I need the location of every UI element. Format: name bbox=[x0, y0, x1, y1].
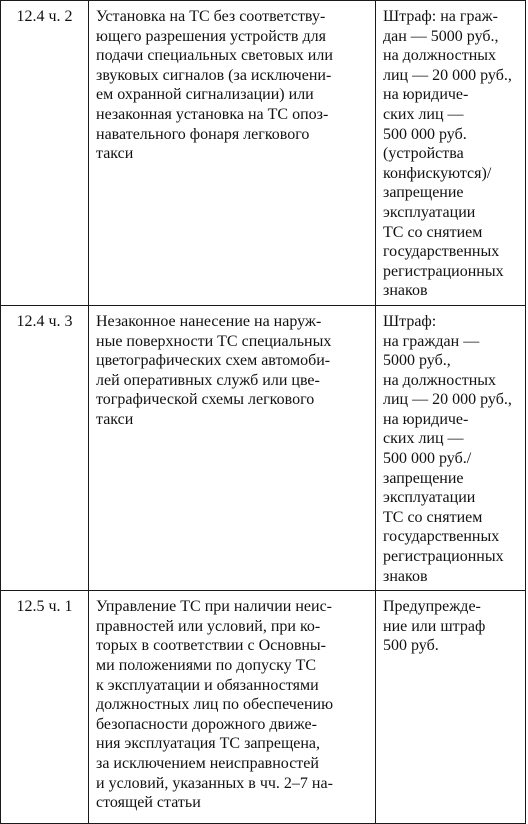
description-cell: Незаконное нанесение на наруж- ные поверхности ТС специальных цветографических схем автомоби- лей оперативных служб или цве- тографической схемы легкового такси bbox=[89, 305, 376, 590]
article-cell: 12.4 ч. 2 bbox=[1, 1, 89, 306]
description-cell: Установка на ТС без соответству- ющего разрешения устройств для подачи специальных световых или звуковых сигналов (за исключени- ем охранной сигнализации) или незаконная установка на ТС опоз- навательного фонаря легкового такси bbox=[89, 1, 376, 306]
article-cell: 12.5 ч. 1 bbox=[1, 591, 89, 824]
table-row bbox=[1, 305, 526, 590]
penalty-cell: Штраф: на граж- дан — 5000 руб., на должностных лиц — 20 000 руб., на юридиче- ских лиц — 500 000 руб. (устройства конфискуются)/ запрещение эксплуатации ТС со снятием государственных регистрационных знаков bbox=[376, 1, 526, 306]
penalty-cell: Штраф: на граждан — 5000 руб., на должностных лиц — 20 000 руб., на юридиче- ских лиц — 500 000 руб./ запрещение эксплуатации ТС со снятием государственных регистрационных знаков bbox=[376, 305, 526, 590]
description-cell: Управление ТС при наличии неис- правностей или условий, при ко- торых в соответствии с Основны- ми положениями по допуску ТС к эксплуатации и обязанностями должностных лиц по обеспечению безопасности дорожного движе- ния эксплуатация ТС запрещена, за исключением неисправностей и условий, указанных в чч. 2–7 на- стоящей статьи bbox=[89, 591, 376, 824]
table-row bbox=[1, 591, 526, 824]
penalty-cell: Предупрежде- ние или штраф 500 руб. bbox=[376, 591, 526, 824]
table-row bbox=[1, 1, 526, 306]
article-cell: 12.4 ч. 3 bbox=[1, 305, 89, 590]
